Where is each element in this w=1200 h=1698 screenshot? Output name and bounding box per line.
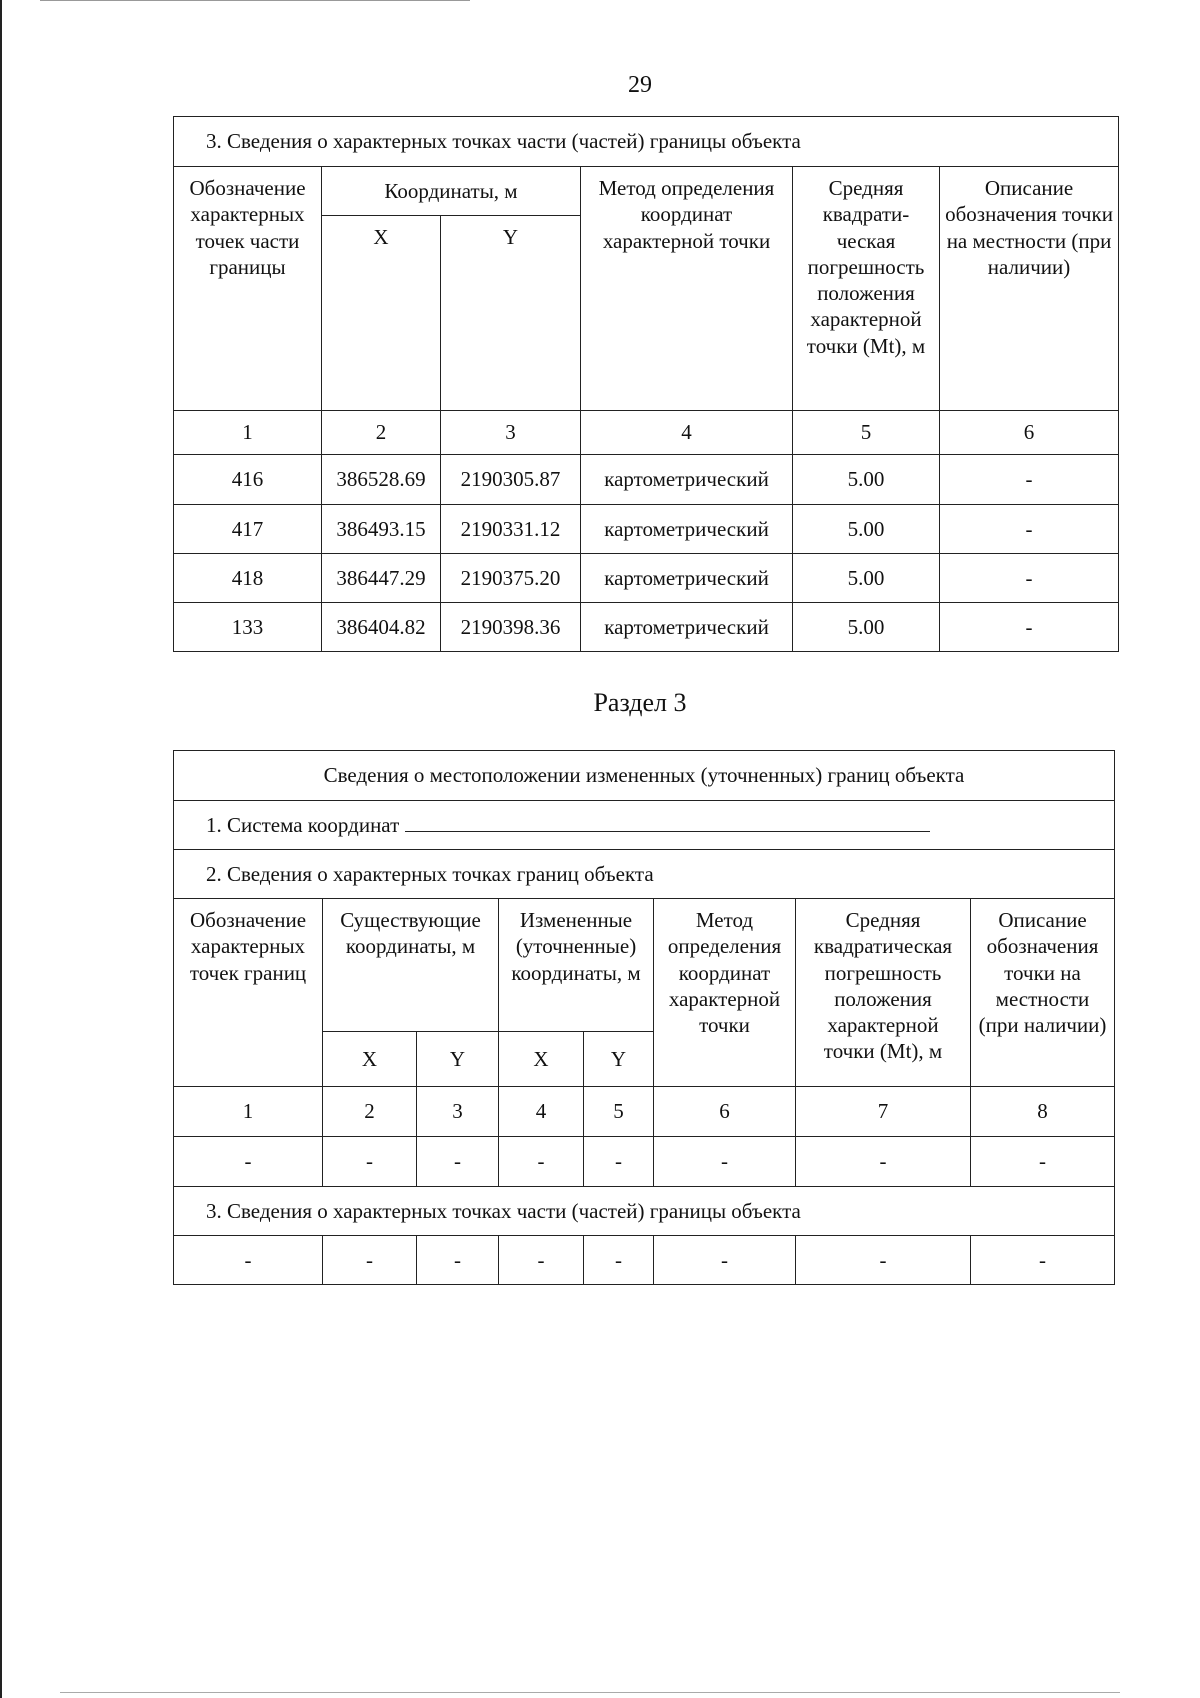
column-number: 6 — [654, 1087, 796, 1137]
cell-method: картометрический — [581, 505, 793, 554]
table-row — [174, 455, 1119, 505]
column-number: 5 — [793, 411, 940, 455]
header-y: Y — [417, 1032, 499, 1087]
cell-error: 5.00 — [793, 505, 940, 554]
header-method: Метод определения координат характерной точки — [581, 167, 793, 411]
table2-title: Сведения о местоположении измененных (уточненных) границ объекта — [174, 751, 1115, 801]
cell-dash: - — [323, 1137, 417, 1187]
column-number: 3 — [441, 411, 581, 455]
cell-dash: - — [796, 1236, 971, 1285]
scan-edge — [40, 0, 470, 1]
cell-error: 5.00 — [793, 455, 940, 505]
cell-dash: - — [654, 1137, 796, 1187]
cell-dash: - — [174, 1137, 323, 1187]
cell-dash: - — [499, 1236, 584, 1285]
table-row — [174, 603, 1119, 652]
cell-method: картометрический — [581, 554, 793, 603]
section-heading: Раздел 3 — [593, 688, 687, 717]
cell-y: 2190305.87 — [441, 455, 581, 505]
column-number: 4 — [581, 411, 793, 455]
cell-x: 386528.69 — [322, 455, 441, 505]
page-number: 29 — [628, 72, 652, 98]
cell-description: - — [940, 603, 1119, 652]
cell-dash: - — [584, 1137, 654, 1187]
cell-method: картометрический — [581, 455, 793, 505]
header-error: Средняя квадрати-ческая погрешность положения характерной точки (Mt), м — [793, 167, 940, 411]
cell-point: 133 — [174, 603, 322, 652]
cell-x: 386404.82 — [322, 603, 441, 652]
cell-dash: - — [499, 1137, 584, 1187]
coord-system-blank — [405, 813, 930, 832]
table-row — [174, 505, 1119, 554]
cell-point: 417 — [174, 505, 322, 554]
header-point: Обозначение характерных точек границ — [174, 899, 323, 1087]
changed-borders-table — [173, 750, 1115, 1285]
table-row — [174, 1236, 1115, 1285]
cell-dash: - — [971, 1236, 1115, 1285]
table2-subtitle: 2. Сведения о характерных точках границ объекта — [174, 850, 1115, 899]
cell-x: 386447.29 — [322, 554, 441, 603]
cell-description: - — [940, 554, 1119, 603]
cell-x: 386493.15 — [322, 505, 441, 554]
cell-dash: - — [796, 1137, 971, 1187]
cell-dash: - — [654, 1236, 796, 1285]
cell-dash: - — [174, 1236, 323, 1285]
cell-dash: - — [584, 1236, 654, 1285]
cell-point: 416 — [174, 455, 322, 505]
table1-title: 3. Сведения о характерных точках части (частей) границы объекта — [174, 117, 1119, 167]
cell-description: - — [940, 455, 1119, 505]
cell-point: 418 — [174, 554, 322, 603]
column-number: 3 — [417, 1087, 499, 1137]
cell-dash: - — [417, 1137, 499, 1187]
column-number: 2 — [323, 1087, 417, 1137]
header-x: X — [499, 1032, 584, 1087]
table2-subtitle3: 3. Сведения о характерных точках части (частей) границы объекта — [174, 1187, 1115, 1236]
header-x: X — [322, 216, 441, 411]
cell-dash: - — [971, 1137, 1115, 1187]
header-existing: Существующие координаты, м — [323, 899, 499, 1032]
column-number: 1 — [174, 411, 322, 455]
header-description: Описание обозначения точки на местности (при наличии) — [971, 899, 1115, 1087]
column-number: 8 — [971, 1087, 1115, 1137]
header-method: Метод определения координат характерной точки — [654, 899, 796, 1087]
header-y: Y — [441, 216, 581, 411]
coord-system-label: 1. Система координат — [206, 812, 400, 837]
cell-error: 5.00 — [793, 603, 940, 652]
cell-dash: - — [323, 1236, 417, 1285]
cell-y: 2190375.20 — [441, 554, 581, 603]
table-row — [174, 1137, 1115, 1187]
header-coords: Координаты, м — [322, 167, 581, 216]
header-point: Обозначение характерных точек части границы — [174, 167, 322, 411]
cell-y: 2190331.12 — [441, 505, 581, 554]
header-description: Описание обозначения точки на местности (при наличии) — [940, 167, 1119, 411]
column-number: 7 — [796, 1087, 971, 1137]
points-part-table — [173, 116, 1119, 652]
cell-description: - — [940, 505, 1119, 554]
cell-error: 5.00 — [793, 554, 940, 603]
cell-dash: - — [417, 1236, 499, 1285]
header-changed: Измененные (уточненные) координаты, м — [499, 899, 654, 1032]
scan-edge — [0, 0, 2, 1698]
header-error: Средняя квадратическая погрешность положения характерной точки (Mt), м — [796, 899, 971, 1087]
coord-system-row — [174, 801, 1115, 850]
cell-method: картометрический — [581, 603, 793, 652]
column-number: 4 — [499, 1087, 584, 1137]
column-number: 5 — [584, 1087, 654, 1137]
column-number: 6 — [940, 411, 1119, 455]
column-number: 1 — [174, 1087, 323, 1137]
scan-edge — [60, 1692, 1120, 1693]
header-x: X — [323, 1032, 417, 1087]
column-number: 2 — [322, 411, 441, 455]
cell-y: 2190398.36 — [441, 603, 581, 652]
table-row — [174, 554, 1119, 603]
header-y: Y — [584, 1032, 654, 1087]
